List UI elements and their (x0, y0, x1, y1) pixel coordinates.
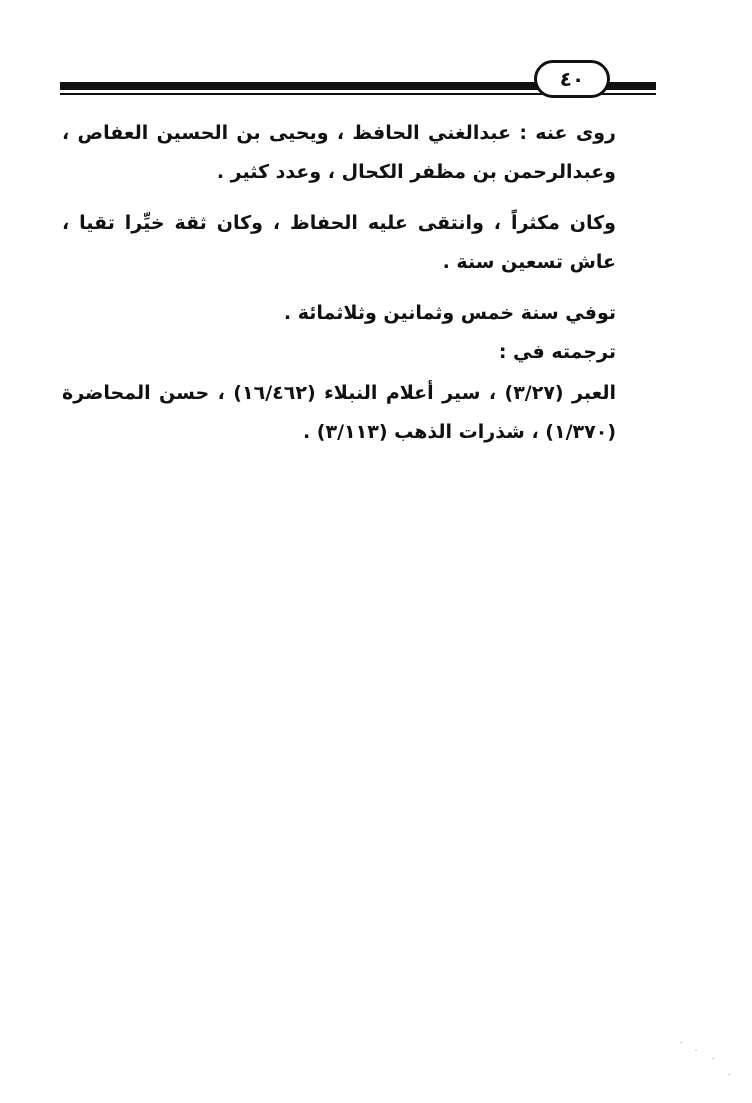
description-paragraph: وكان مكثراً ، وانتقى عليه الحفاظ ، وكان ثقة خيِّرا تقيا ، عاش تسعين سنة . (62, 212, 616, 273)
death-paragraph: توفي سنة خمس وثمانين وثلاثمائة . (283, 302, 616, 324)
page-body (62, 114, 616, 464)
biography-heading: ترجمته في : (498, 341, 616, 363)
scan-speck (680, 1042, 682, 1043)
page-number: ٤٠ (534, 60, 610, 98)
scan-speck (728, 1074, 730, 1075)
sources-paragraph: العبر (٣/٢٧) ، سير أعلام النبلاء (١٦/٤٦٢) ، حسن المحاضرة (١/٣٧٠) ، شذرات الذهب (٣/١١٣) . (62, 382, 617, 443)
narrators-paragraph: روى عنه : عبدالغني الحافظ ، ويحيى بن الحسين العفاص ، وعبدالرحمن بن مظفر الكحال ، وعدد كثير . (62, 122, 616, 183)
page-header (60, 58, 656, 104)
scan-speck (695, 1050, 697, 1051)
scan-speck (712, 1058, 714, 1059)
